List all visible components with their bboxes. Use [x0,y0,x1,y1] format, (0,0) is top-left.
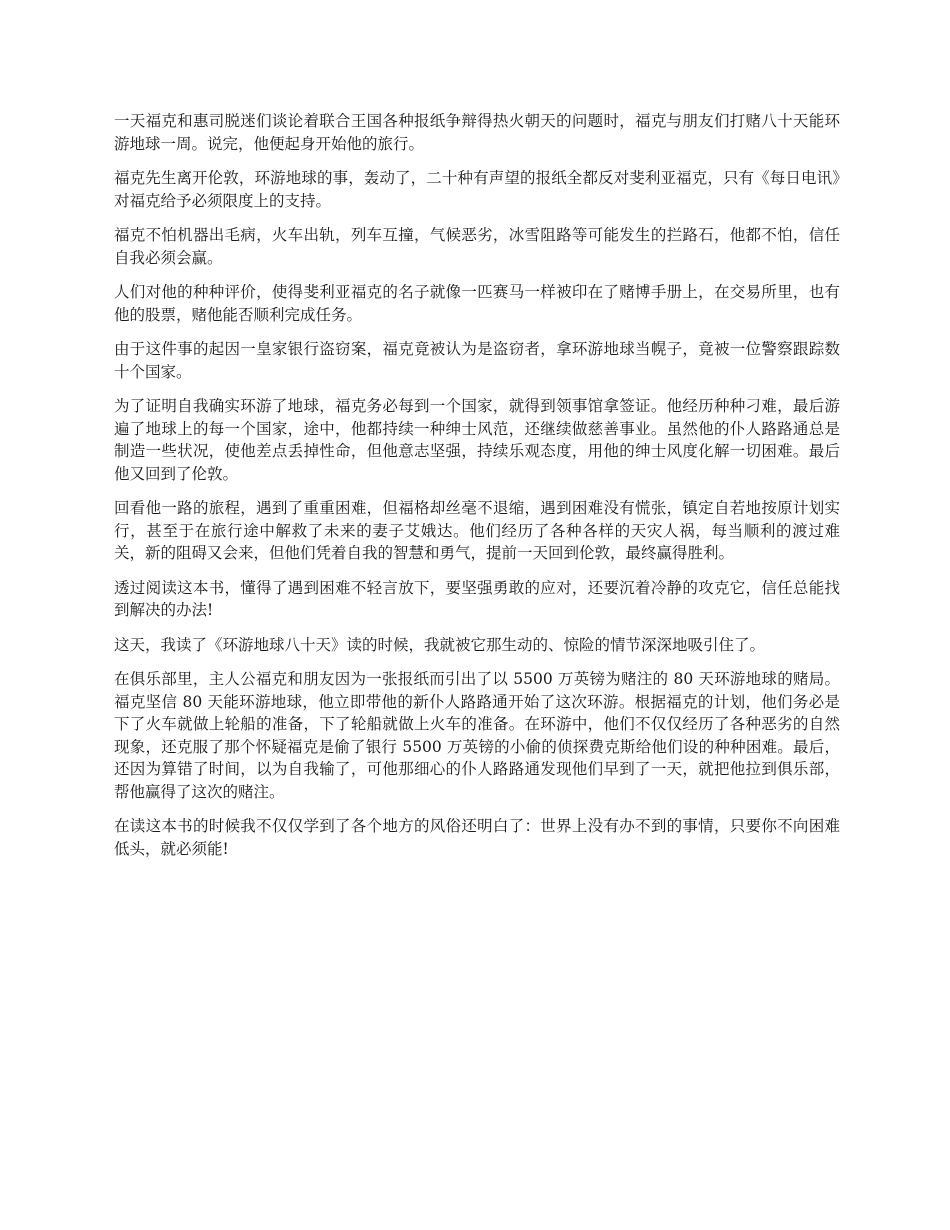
paragraph-3: 福克不怕机器出毛病，火车出轨，列车互撞，气候恶劣，冰雪阻路等可能发生的拦路石，他都不怕，信任自我必须会赢。 [114,226,840,267]
paragraph-6: 为了证明自我确实环游了地球，福克务必每到一个国家，就得到领事馆拿签证。他经历种种刁难，最后游遍了地球上的每一个国家，途中，他都持续一种绅士风范，还继续做慈善事业。虽然他的仆人路路通总是制造一些状况，使他差点丢掉性命，但他意志坚强，持续乐观态度，用他的绅士风度化解一切困难。最后他又回到了伦敦。 [114,397,840,483]
paragraph-7: 回看他一路的旅程，遇到了重重困难，但福格却丝毫不退缩，遇到困难没有慌张，镇定自若地按原计划实行，甚至于在旅行途中解救了未来的妻子艾娥达。他们经历了各种各样的天灾人祸，每当顺利的渡过难关，新的阻碍又会来，但他们凭着自我的智慧和勇气，提前一天回到伦敦，最终赢得胜利。 [114,499,840,562]
paragraph-5: 由于这件事的起因一皇家银行盗窃案，福克竟被认为是盗窃者，拿环游地球当幌子，竟被一位警察跟踪数十个国家。 [114,340,840,381]
paragraph-9: 这天，我读了《环游地球八十天》读的时候，我就被它那生动的、惊险的情节深深地吸引住了。 [114,635,766,654]
paragraph-2: 福克先生离开伦敦，环游地球的事，轰动了，二十种有声望的报纸全都反对斐利亚福克，只有《每日电讯》对福克给予必须限度上的支持。 [114,169,840,210]
paragraph-11: 在读这本书的时候我不仅仅学到了各个地方的风俗还明白了：世界上没有办不到的事情，只要你不向困难低头，就必须能! [114,817,840,858]
paragraph-8: 透过阅读这本书，懂得了遇到困难不轻言放下，要坚强勇敢的应对，还要沉着冷静的攻克它，信任总能找到解决的办法! [114,578,840,619]
paragraph-10: 在俱乐部里，主人公福克和朋友因为一张报纸而引出了以 5500 万英镑为赌注的 80 天环游地球的赌局。福克坚信 80 天能环游地球，他立即带他的新仆人路路通开始了这次环游。根据福克的计划，他们务必是下了火车就做上轮船的准备，下了轮船就做上火车的准备。在环游中，他们不仅仅经历了各种恶劣的自然现象，还克服了那个怀疑福克是偷了银行 5500 万英镑的小偷的侦探费克斯给他们设的种种困难。最后，还因为算错了时间，以为自我输了，可他那细心的仆人路路通发现他们早到了一天，就把他拉到俱乐部，帮他赢得了这次的赌注。 [114,670,840,801]
paragraph-1: 一天福克和惠司脱迷们谈论着联合王国各种报纸争辩得热火朝天的问题时，福克与朋友们打赌八十天能环游地球一周。说完，他便起身开始他的旅行。 [114,112,840,153]
paragraph-4: 人们对他的种种评价，使得斐利亚福克的名子就像一匹赛马一样被印在了赌博手册上，在交易所里，也有他的股票，赌他能否顺利完成任务。 [114,283,840,324]
document-body [114,110,840,872]
